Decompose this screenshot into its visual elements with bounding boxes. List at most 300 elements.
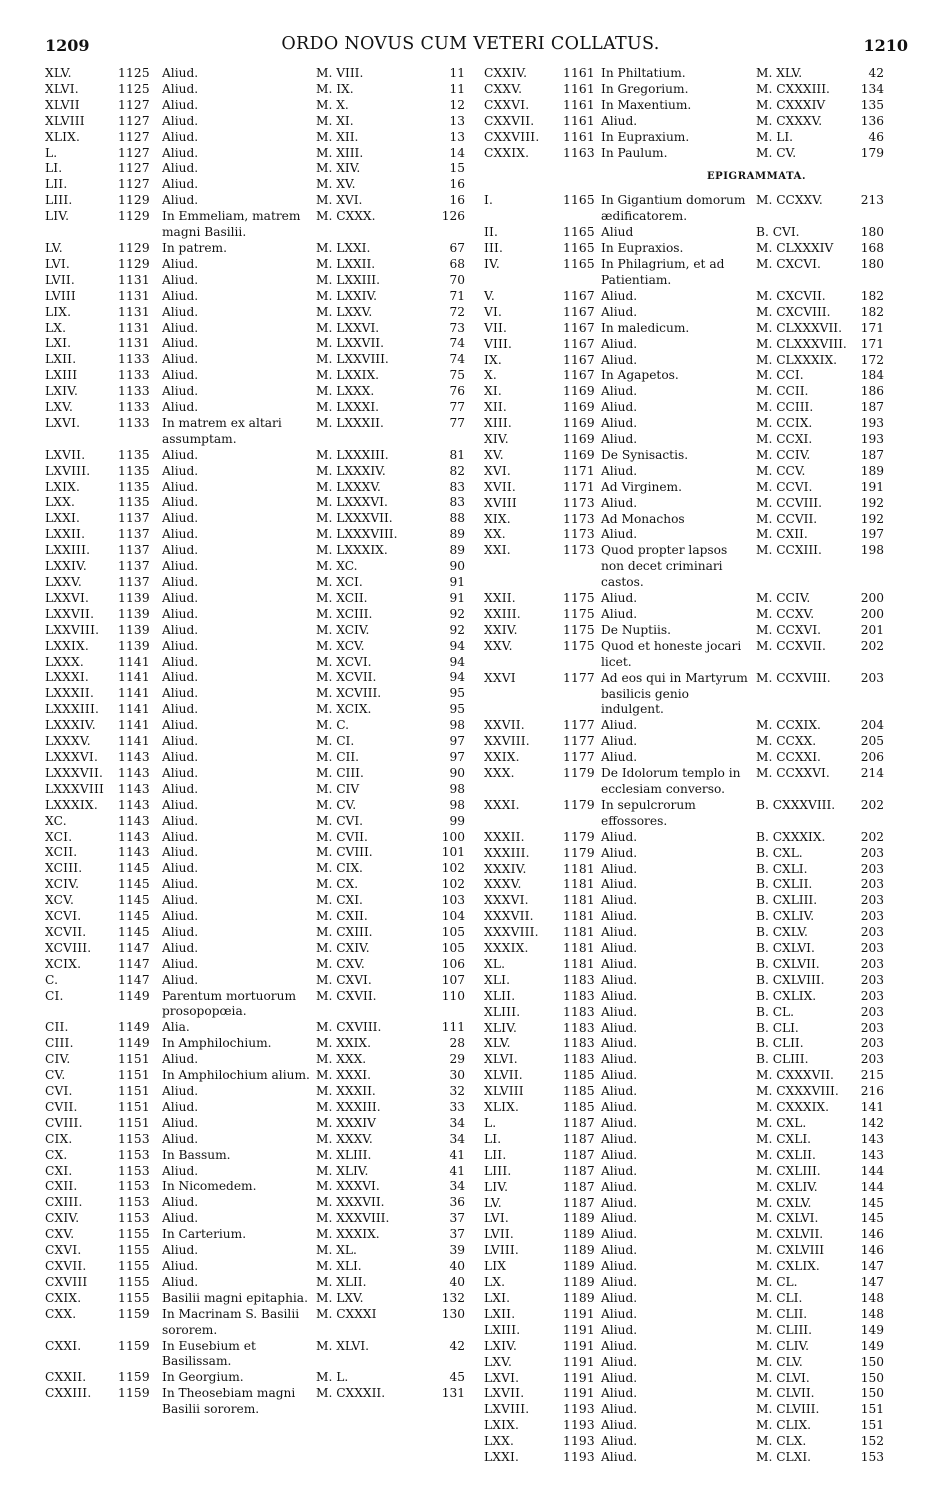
column-number: 1193: [563, 1434, 595, 1449]
entry-title: Aliud.: [162, 972, 199, 987]
entry-title: Aliud.: [162, 1258, 199, 1273]
entry-title: Aliud.: [162, 718, 199, 733]
edition-reference: M. CXLVI.: [756, 1211, 819, 1226]
entry-title: De Synisactis.: [601, 447, 689, 462]
column-number: 1151: [118, 1099, 150, 1114]
edition-reference: B. CXLVIII.: [756, 972, 825, 987]
column-number: 1171: [563, 479, 595, 494]
entry-number: XLVI.: [484, 1052, 518, 1067]
page-reference: 34: [449, 1131, 465, 1146]
page-reference: 30: [449, 1068, 465, 1083]
entry-title: Quod et honeste jocari licet.: [601, 638, 742, 669]
entry-title: Ad Virginem.: [601, 479, 682, 494]
edition-reference: M. CV.: [316, 797, 357, 812]
index-row: [484, 1116, 909, 1132]
entry-number: LXXVIII.: [45, 622, 100, 637]
entry-title: Aliud.: [162, 384, 199, 399]
column-number: 1181: [563, 877, 595, 892]
entry-title: In Eusebium et Basilissam.: [162, 1338, 256, 1369]
page-reference: 13: [449, 113, 465, 128]
page-reference: 130: [441, 1306, 465, 1321]
edition-reference: M. CLXXXIV: [756, 241, 834, 256]
edition-reference: M. XXXIV: [316, 1115, 376, 1130]
column-number: 1141: [118, 670, 150, 685]
index-row: [45, 161, 465, 177]
index-row: [45, 480, 465, 496]
entry-title: In Gregorium.: [601, 81, 689, 96]
entry-number: XXXIII.: [484, 845, 530, 860]
entry-number: CXXIX.: [484, 145, 530, 160]
entry-number: LIII.: [45, 193, 73, 208]
column-number: 1171: [563, 463, 595, 478]
index-row: [484, 957, 909, 973]
page-reference: 111: [441, 1020, 465, 1035]
entry-title: Aliud.: [601, 1354, 638, 1369]
edition-reference: M. CXLIV.: [756, 1179, 818, 1194]
index-row: [484, 543, 909, 591]
index-row: [484, 289, 909, 305]
column-number: 1163: [563, 145, 595, 160]
index-row: [45, 416, 465, 448]
right-column-entries-epigrams: [484, 193, 909, 1466]
edition-reference: M. XLI.: [316, 1258, 362, 1273]
index-row: [45, 1164, 465, 1180]
entry-title: In Philtatium.: [601, 66, 686, 80]
page-reference: 150: [860, 1354, 884, 1369]
entry-number: C.: [45, 972, 59, 987]
edition-reference: M. XCVII.: [316, 670, 377, 685]
column-number: 1189: [563, 1290, 595, 1305]
edition-reference: M. XV.: [316, 177, 356, 192]
column-number: 1125: [118, 81, 150, 96]
entry-title: Aliud.: [162, 113, 199, 128]
page-reference: 39: [449, 1243, 465, 1258]
edition-reference: M. XXX.: [316, 1052, 367, 1067]
edition-reference: B. CXXXIX.: [756, 829, 826, 844]
index-row: [45, 193, 465, 209]
index-row: [45, 1100, 465, 1116]
entry-title: Aliud.: [601, 432, 638, 447]
entry-title: Aliud.: [162, 1211, 199, 1226]
column-number: 1161: [563, 97, 595, 112]
page-reference: 150: [860, 1370, 884, 1385]
index-row: [484, 384, 909, 400]
entry-title: In Emmeliam, matrem magni Basilii.: [162, 209, 301, 240]
page-reference: 216: [860, 1084, 884, 1099]
edition-reference: M. CXLVIII: [756, 1243, 825, 1258]
edition-reference: M. CCXIX.: [756, 718, 821, 733]
entry-number: CXIII.: [45, 1195, 83, 1210]
edition-reference: M. CCV.: [756, 463, 806, 478]
column-number: 1135: [118, 463, 150, 478]
page-reference: 92: [449, 622, 465, 637]
entry-number: LXV.: [484, 1354, 513, 1369]
column-number: 1183: [563, 1020, 595, 1035]
entry-number: LXIV.: [484, 1338, 518, 1353]
page-reference: 91: [449, 590, 465, 605]
entry-title: Aliud.: [162, 479, 199, 494]
entry-title: De Nuptiis.: [601, 622, 671, 637]
entry-title: In Paulum.: [601, 145, 668, 160]
entry-number: XVIII: [484, 495, 517, 510]
edition-reference: M. XXXIII.: [316, 1099, 381, 1114]
column-number: 1127: [118, 129, 150, 144]
entry-title: Aliud.: [601, 463, 638, 478]
entry-title: Aliud.: [162, 956, 199, 971]
entry-title: Aliud.: [162, 304, 199, 319]
column-number: 1159: [118, 1338, 150, 1353]
edition-reference: M. CLIV.: [756, 1338, 810, 1353]
index-row: [484, 114, 909, 130]
index-row: [484, 1148, 909, 1164]
page-reference: 29: [449, 1052, 465, 1067]
entry-title: Aliud.: [601, 941, 638, 956]
edition-reference: M. CX.: [316, 877, 359, 892]
column-number: 1187: [563, 1116, 595, 1130]
index-row: [484, 1434, 909, 1450]
entry-number: III.: [484, 241, 504, 256]
page-reference: 146: [860, 1227, 884, 1242]
index-row: [484, 98, 909, 114]
page-reference: 32: [449, 1084, 465, 1098]
entry-number: CXXV.: [484, 81, 523, 96]
entry-title: Aliud.: [162, 161, 199, 176]
edition-reference: M. CCXVIII.: [756, 670, 831, 685]
entry-number: CXXVII.: [484, 113, 535, 128]
column-number: 1191: [563, 1306, 595, 1321]
column-number: 1141: [118, 702, 150, 717]
edition-reference: M. CLI.: [756, 1290, 803, 1305]
entry-title: Aliud.: [162, 1195, 199, 1210]
page-header: [0, 0, 941, 62]
entry-number: LXIV.: [45, 384, 79, 399]
entry-number: LXIX.: [45, 479, 81, 494]
entry-title: In Macrinam S. Basilii sororem.: [162, 1306, 300, 1337]
edition-reference: M. XI.: [316, 113, 354, 128]
index-row: [484, 368, 909, 384]
entry-title: Aliud.: [601, 113, 638, 128]
column-number: 1137: [118, 559, 150, 574]
entry-title: Aliud.: [162, 81, 199, 96]
index-row: [484, 225, 909, 241]
column-number: 1175: [563, 638, 595, 653]
entry-title: Aliud.: [162, 686, 199, 701]
edition-reference: M. LXXXIX.: [316, 543, 388, 558]
entry-number: XC.: [45, 813, 67, 828]
page-reference: 82: [449, 463, 465, 478]
page-reference: 203: [860, 1052, 884, 1067]
edition-reference: M. XCIV.: [316, 622, 370, 637]
column-number: 1151: [118, 1115, 150, 1130]
entry-title: Aliud.: [601, 845, 638, 860]
edition-reference: M. XLVI.: [316, 1338, 370, 1353]
edition-reference: M. LXV.: [316, 1290, 364, 1305]
edition-reference: M. XXXV.: [316, 1131, 373, 1146]
column-number: 1135: [118, 447, 150, 462]
entry-number: LXX.: [45, 495, 76, 510]
page-reference: 180: [860, 257, 884, 272]
index-row: [484, 82, 909, 98]
index-row: [484, 1227, 909, 1243]
page-reference: 146: [860, 1243, 884, 1258]
page-reference: 41: [449, 1147, 465, 1162]
entry-number: XXX.: [484, 766, 515, 781]
entry-number: XIV.: [484, 432, 509, 447]
edition-reference: M. XXXIX.: [316, 1227, 380, 1242]
entry-number: LI.: [484, 1131, 502, 1146]
page-reference: 150: [860, 1386, 884, 1401]
column-number: 1145: [118, 924, 150, 939]
entry-title: Aliud.: [601, 1052, 638, 1067]
index-row: [45, 925, 465, 941]
page-reference: 94: [449, 638, 465, 653]
entry-title: Aliud.: [601, 1322, 638, 1337]
page-reference: 203: [860, 956, 884, 971]
page-reference: 182: [860, 288, 884, 303]
entry-title: Aliud.: [601, 495, 638, 510]
page-reference: 134: [860, 81, 884, 96]
edition-reference: M. XXIX.: [316, 1036, 371, 1051]
index-row: [484, 766, 909, 798]
edition-reference: B. CXLIV.: [756, 909, 815, 924]
edition-reference: M. CXIV.: [316, 940, 370, 955]
entry-title: Aliud.: [162, 940, 199, 955]
entry-title: Aliud.: [601, 1434, 638, 1449]
entry-title: Aliud.: [162, 893, 199, 908]
column-number: 1181: [563, 956, 595, 971]
index-row: [484, 337, 909, 353]
entry-title: Aliud.: [601, 1370, 638, 1385]
page-reference: 200: [860, 607, 884, 621]
entry-title: Aliud.: [162, 924, 199, 939]
entry-number: X.: [484, 368, 497, 383]
column-number: 1153: [118, 1195, 150, 1210]
index-row: [484, 909, 909, 925]
page-reference: 74: [449, 336, 465, 351]
edition-reference: M. XCVI.: [316, 654, 372, 669]
page-reference: 136: [860, 113, 884, 128]
entry-title: Aliud.: [162, 1243, 199, 1258]
edition-reference: M. LXXXI.: [316, 400, 380, 415]
page-reference: 33: [449, 1099, 465, 1114]
index-row: [45, 257, 465, 273]
entry-number: LXVIII.: [45, 463, 91, 478]
entry-number: XII.: [484, 400, 507, 415]
column-number: 1133: [118, 415, 150, 430]
edition-reference: M. CCXXVI.: [756, 766, 830, 781]
entry-number: LXI.: [45, 336, 72, 351]
entry-title: Aliud.: [601, 304, 638, 319]
page-reference: 171: [860, 336, 884, 351]
edition-reference: M. CXCVII.: [756, 288, 826, 303]
edition-reference: M. CCVIII.: [756, 495, 822, 510]
index-row: [45, 130, 465, 146]
entry-number: V.: [484, 288, 495, 303]
index-row: [484, 1084, 909, 1100]
edition-reference: M. LXXXIV.: [316, 463, 386, 478]
index-row: [45, 305, 465, 321]
page-reference: 77: [449, 415, 465, 430]
entry-number: LXXV.: [45, 575, 82, 589]
page-reference: 46: [868, 129, 884, 144]
column-number: 1143: [118, 765, 150, 780]
index-row: [45, 734, 465, 750]
index-row: [45, 893, 465, 909]
column-number: 1187: [563, 1179, 595, 1194]
edition-reference: M. LXXIV.: [316, 288, 378, 303]
entry-number: CVI.: [45, 1084, 73, 1098]
column-number: 1179: [563, 829, 595, 844]
index-row: [484, 925, 909, 941]
index-row: [45, 177, 465, 193]
edition-reference: B. CXLVII.: [756, 956, 820, 971]
page-reference: 187: [860, 400, 884, 415]
edition-reference: M. LXXXV.: [316, 479, 381, 494]
page-reference: 203: [860, 988, 884, 1003]
index-row: [45, 1195, 465, 1211]
column-number: 1151: [118, 1052, 150, 1067]
index-row: [484, 1355, 909, 1371]
edition-reference: M. CCXI.: [756, 432, 813, 447]
entry-title: Aliud.: [601, 1068, 638, 1083]
column-number: 1143: [118, 749, 150, 764]
column-number: 1177: [563, 750, 595, 765]
edition-reference: M. CCXX.: [756, 734, 817, 749]
page-reference: 42: [868, 66, 884, 80]
page-reference: 135: [860, 97, 884, 112]
edition-reference: B. CVI.: [756, 225, 800, 240]
column-number: 1181: [563, 941, 595, 956]
column-number: 1147: [118, 956, 150, 971]
index-row: [45, 400, 465, 416]
edition-reference: M. CXXXIII.: [756, 81, 830, 96]
column-number: 1149: [118, 1036, 150, 1051]
edition-reference: M. CLVII.: [756, 1386, 815, 1401]
edition-reference: M. XCVIII.: [316, 686, 382, 701]
column-number: 1187: [563, 1163, 595, 1178]
entry-title: Aliud.: [162, 622, 199, 637]
entry-title: Aliud.: [601, 972, 638, 987]
entry-number: CXXIII.: [45, 1386, 92, 1401]
page-reference: 201: [860, 622, 884, 637]
edition-reference: B. CXLV.: [756, 925, 808, 940]
index-row: [484, 1005, 909, 1021]
page-reference: 182: [860, 304, 884, 319]
entry-title: Aliud.: [162, 909, 199, 924]
entry-title: Aliud.: [162, 272, 199, 287]
index-row: [484, 1291, 909, 1307]
page-reference: 102: [441, 877, 465, 892]
entry-number: LXXXIII.: [45, 702, 100, 717]
column-number: 1149: [118, 1020, 150, 1035]
column-number: 1191: [563, 1354, 595, 1369]
entry-title: In Georgium.: [162, 1370, 244, 1385]
entry-title: Aliud.: [162, 97, 199, 112]
entry-number: LVII.: [45, 272, 75, 287]
entry-number: XCVII.: [45, 924, 87, 939]
page-reference: 41: [449, 1163, 465, 1178]
edition-reference: M. CLX.: [756, 1434, 807, 1449]
entry-title: Aliud.: [601, 861, 638, 876]
entry-number: XXII.: [484, 591, 516, 606]
column-number: 1187: [563, 1147, 595, 1162]
edition-reference: M. CCIV.: [756, 447, 811, 462]
edition-reference: M. CXL.: [756, 1116, 807, 1130]
index-row: [484, 1371, 909, 1387]
page-reference: 34: [449, 1179, 465, 1194]
entry-title: In Eupraxium.: [601, 129, 690, 144]
page-reference: 34: [449, 1115, 465, 1130]
column-number: 1131: [118, 320, 150, 335]
index-row: [45, 1036, 465, 1052]
column-number: 1177: [563, 734, 595, 749]
page-reference: 72: [449, 304, 465, 319]
page-reference: 105: [441, 940, 465, 955]
entry-title: In Maxentium.: [601, 97, 692, 112]
index-row: [484, 1386, 909, 1402]
column-number: 1139: [118, 622, 150, 637]
page-reference: 11: [449, 66, 465, 80]
page-reference: 12: [449, 97, 465, 112]
edition-reference: M. CVI.: [316, 813, 364, 828]
column-number: 1141: [118, 734, 150, 749]
index-row: [484, 846, 909, 862]
edition-reference: B. CXLI.: [756, 861, 808, 876]
entry-title: Ad Monachos: [601, 511, 685, 526]
column-number: 1149: [118, 988, 150, 1003]
column-number: 1127: [118, 177, 150, 192]
page-reference: 105: [441, 924, 465, 939]
entry-number: II.: [484, 225, 499, 240]
column-number: 1151: [118, 1084, 150, 1098]
index-row: [484, 400, 909, 416]
index-row: [45, 98, 465, 114]
column-number: 1167: [563, 304, 595, 319]
index-row: [484, 1211, 909, 1227]
entry-title: Aliud.: [601, 1275, 638, 1290]
entry-title: Aliud.: [162, 527, 199, 542]
page-reference: 102: [441, 861, 465, 876]
column-number: 1139: [118, 606, 150, 621]
edition-reference: M. CXI.: [316, 893, 363, 908]
right-column: [484, 66, 909, 1466]
entry-number: XV.: [484, 447, 504, 462]
index-row: [45, 830, 465, 846]
entry-number: LXVII.: [484, 1386, 525, 1401]
index-row: [484, 734, 909, 750]
entry-number: XLIII.: [484, 1004, 521, 1019]
entry-number: XXXVII.: [484, 909, 534, 924]
index-row: [45, 321, 465, 337]
index-row: [484, 1068, 909, 1084]
column-number: 1183: [563, 1052, 595, 1067]
page-reference: 149: [860, 1338, 884, 1353]
index-row: [484, 464, 909, 480]
entry-title: Aliud.: [162, 606, 199, 621]
page-reference: 40: [449, 1258, 465, 1273]
edition-reference: M. LXXXII.: [316, 415, 384, 430]
entry-number: XXXIV.: [484, 861, 527, 876]
entry-number: XXV.: [484, 638, 513, 653]
entry-number: LVIII: [45, 288, 76, 303]
entry-number: CXXI.: [45, 1338, 82, 1353]
edition-reference: M. XXXII.: [316, 1084, 376, 1098]
edition-reference: M. CI.: [316, 734, 355, 749]
entry-title: Parentum mortuorum prosopopœia.: [162, 988, 297, 1019]
edition-reference: M. CLII.: [756, 1306, 808, 1321]
entry-number: CXIX.: [45, 1290, 82, 1305]
page-reference: 143: [860, 1131, 884, 1146]
